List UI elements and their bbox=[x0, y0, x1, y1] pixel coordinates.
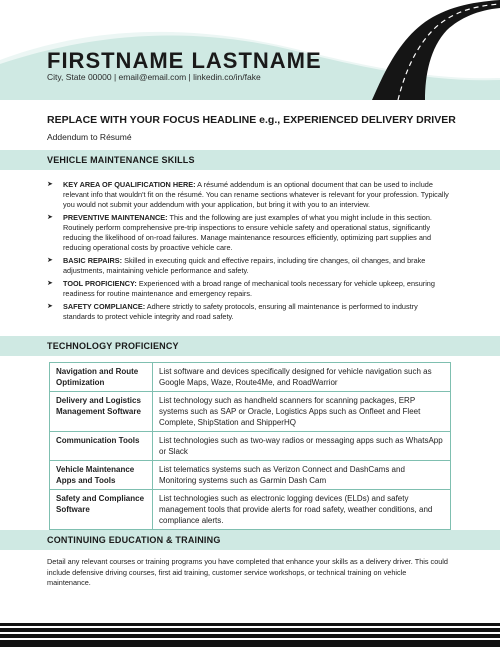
table-key: Delivery and Logistics Management Software bbox=[50, 392, 153, 432]
bullet-label: SAFETY COMPLIANCE: bbox=[63, 302, 146, 311]
table-value: List telematics systems such as Verizon Connect and DashCams and Monitoring systems such as Garmin Dash Cam bbox=[153, 461, 451, 490]
table-row bbox=[50, 490, 451, 530]
table-value: List software and devices specifically designed for vehicle navigation such as Google Maps, Waze, Route4Me, and RoadWarrior bbox=[153, 363, 451, 392]
bullet-text: A résumé addendum is an optional document that can be used to include relevant info that wouldn't fit on the résumé. You can rename sections whatever is relevant for your profession. Typically you would not submit your addendum with your application, but bring it with you to an interview. bbox=[63, 180, 449, 209]
table-value: List technologies such as electronic logging devices (ELDs) and safety management tools that provide alerts for road safety, weather conditions, and compliance alerts. bbox=[153, 490, 451, 530]
bullet-text: This and the following are just examples of what you might include in this section. Routinely perform comprehensive pre-trip inspections to ensure vehicle safety and operational status, significantly reducing the likelihood of on-road failures. Manage maintenance resources efficiently, optimizing part supplies and reducing operational costs by proactive vehicle care. bbox=[63, 213, 432, 252]
table-row bbox=[50, 432, 451, 461]
table-key: Safety and Compliance Software bbox=[50, 490, 153, 530]
table-key: Communication Tools bbox=[50, 432, 153, 461]
table-value: List technologies such as two-way radios or messaging apps such as WhatsApp or Slack bbox=[153, 432, 451, 461]
list-item bbox=[47, 256, 449, 276]
addendum-subtitle: Addendum to Résumé bbox=[47, 132, 132, 142]
list-item bbox=[47, 279, 449, 299]
technology-table bbox=[49, 362, 451, 530]
list-item bbox=[47, 180, 449, 210]
focus-headline: REPLACE WITH YOUR FOCUS HEADLINE e.g., EXPERIENCED DELIVERY DRIVER bbox=[47, 114, 456, 126]
bullet-label: PREVENTIVE MAINTENANCE: bbox=[63, 213, 168, 222]
header-banner bbox=[0, 0, 500, 100]
footer-road-stripes bbox=[0, 617, 500, 647]
arrow-icon: ➤ bbox=[47, 303, 53, 310]
table-key: Navigation and Route Optimization bbox=[50, 363, 153, 392]
arrow-icon: ➤ bbox=[47, 280, 53, 287]
bullet-text: Experienced with a broad range of mechanical tools necessary for vehicle upkeep, ensuring readiness for routine maintenance and emergency repairs. bbox=[63, 279, 435, 298]
education-text: Detail any relevant courses or training programs you have completed that enhance your skills as a delivery driver. This could include defensive driving courses, first aid training, customer service workshops, or technical training on vehicle maintenance. bbox=[47, 557, 448, 587]
arrow-icon: ➤ bbox=[47, 181, 53, 188]
table-row bbox=[50, 461, 451, 490]
table-value: List technology such as handheld scanners for scanning packages, ERP systems such as SAP or Oracle, Logistics Apps such as Onfleet and Fleet Complete, ShipStation and ShipperHQ bbox=[153, 392, 451, 432]
table-row bbox=[50, 392, 451, 432]
bullet-label: BASIC REPAIRS: bbox=[63, 256, 123, 265]
arrow-icon: ➤ bbox=[47, 214, 53, 221]
table-key: Vehicle Maintenance Apps and Tools bbox=[50, 461, 153, 490]
list-item bbox=[47, 302, 449, 322]
list-item bbox=[47, 213, 449, 253]
bullet-text: Adhere strictly to safety protocols, ensuring all maintenance is performed to industry standards to protect vehicle integrity and road safety. bbox=[63, 302, 418, 321]
table-row bbox=[50, 363, 451, 392]
bullet-label: KEY AREA OF QUALIFICATION HERE: bbox=[63, 180, 196, 189]
section-title-technology: TECHNOLOGY PROFICIENCY bbox=[47, 341, 179, 351]
candidate-name: FIRSTNAME LASTNAME bbox=[47, 48, 322, 73]
bullet-label: TOOL PROFICIENCY: bbox=[63, 279, 137, 288]
section-title-education: CONTINUING EDUCATION & TRAINING bbox=[47, 535, 221, 545]
bullet-text: Skilled in executing quick and effective repairs, including tire changes, oil changes, and brake adjustments, maintaining vehicle performance and safety. bbox=[63, 256, 426, 275]
contact-line: City, State 00000 | email@email.com | linkedin.co/in/fake bbox=[47, 72, 261, 82]
arrow-icon: ➤ bbox=[47, 257, 53, 264]
section-title-maintenance: VEHICLE MAINTENANCE SKILLS bbox=[47, 155, 195, 165]
skills-list bbox=[47, 180, 449, 325]
